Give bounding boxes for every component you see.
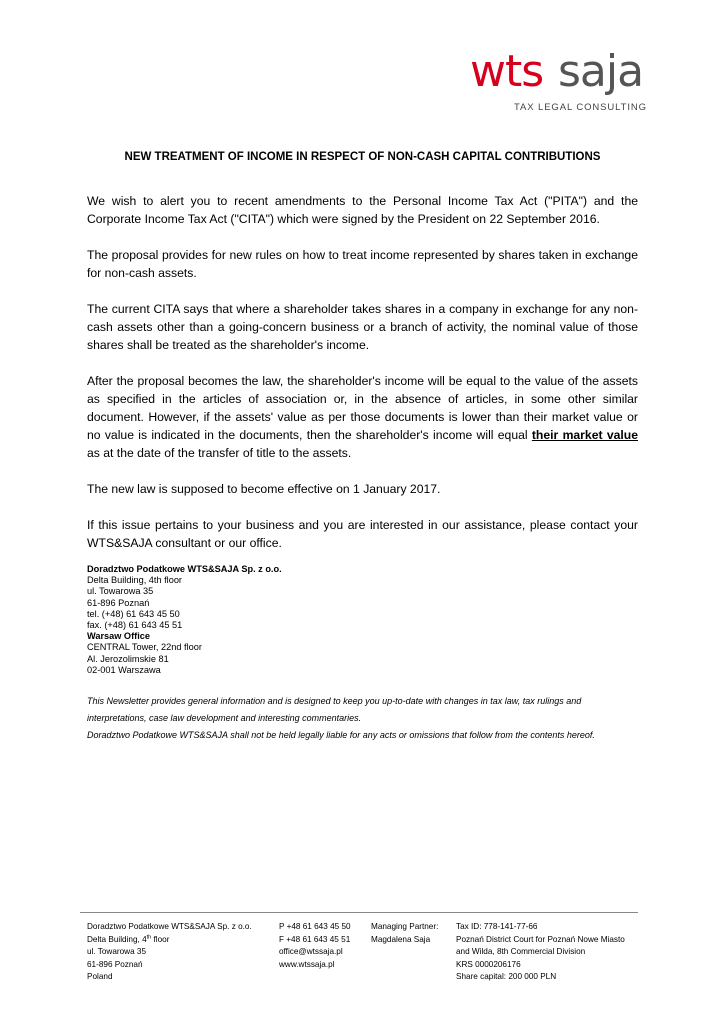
footer-krs: KRS 0000206176 (456, 959, 521, 969)
footer-building-floor: floor (151, 934, 170, 944)
paragraph-4-text-end: as at the date of the transfer of title to the assets. (87, 446, 352, 460)
disclaimer-line-1: This Newsletter provides general information and is designed to keep you up-to-date with changes in tax law, tax rulings and (87, 696, 582, 706)
market-value-emphasis: their market value (531, 428, 638, 442)
footer-partner-role: Managing Partner: (371, 922, 439, 931)
warsaw-street: Al. Jerozolimskie 81 (87, 653, 169, 664)
footer-company: Doradztwo Podatkowe WTS&SAJA Sp. z o.o. (87, 922, 252, 931)
paragraph-5: The new law is supposed to become effective on 1 January 2017. (87, 482, 441, 496)
footer-contact-column (279, 921, 351, 971)
footer-street: ul. Towarowa 35 (87, 947, 147, 956)
warsaw-office-heading: Warsaw Office (87, 631, 150, 642)
footer-court-line-1: Poznań District Court for Poznań Nowe Miasto (456, 934, 625, 944)
footer-court-line-2: and Wilda, 8th Commercial Division (456, 947, 586, 956)
document-title: NEW TREATMENT OF INCOME IN RESPECT OF NON-CASH CAPITAL CONTRIBUTIONS (124, 151, 601, 163)
company-logo (470, 46, 647, 116)
paragraph-4 (87, 372, 638, 462)
footer-website-link[interactable]: www.wtssaja.pl (279, 959, 335, 969)
footer-registration-column (456, 921, 625, 984)
footer-partner-name: Magdalena Saja (371, 934, 431, 944)
footer-divider (80, 912, 638, 913)
footer-fax: F +48 61 643 45 51 (279, 934, 351, 944)
paragraph-3: The current CITA says that where a shareholder takes shares in a company in exchange for any non-cash assets other than a going-concern business or a branch of activity, the nominal value of those shares shall be treated as the shareholder's income. (87, 302, 638, 352)
contact-fax: fax. (+48) 61 643 45 51 (87, 620, 183, 631)
disclaimer-line-2: interpretations, case law development and interesting commentaries. (87, 713, 362, 723)
warsaw-building: CENTRAL Tower, 22nd floor (87, 642, 202, 653)
disclaimer-line-3: Doradztwo Podatkowe WTS&SAJA shall not be held legally liable for any acts or omissions that follow from the contents hereof. (87, 730, 595, 740)
paragraph-6: If this issue pertains to your business and you are interested in our assistance, please contact your WTS&SAJA consultant or our office. (87, 518, 638, 550)
contact-company: Doradztwo Podatkowe WTS&SAJA Sp. z o.o. (87, 564, 282, 574)
contact-building: Delta Building, 4th floor (87, 575, 182, 586)
footer-building (87, 934, 252, 947)
footer-company-column (87, 921, 252, 984)
footer-city: 61-896 Poznań (87, 959, 143, 969)
footer-email-link[interactable]: office@wtssaja.pl (279, 947, 343, 956)
logo-saja-text: saja (558, 46, 644, 97)
footer-partner-column (371, 921, 438, 946)
warsaw-city: 02-001 Warszawa (87, 664, 161, 675)
contact-street: ul. Towarowa 35 (87, 586, 154, 597)
footer-country: Poland (87, 972, 113, 981)
document-body (87, 192, 638, 570)
logo-wts-text: wts (470, 46, 544, 97)
footer-tax-id: Tax ID: 778-141-77-66 (456, 922, 538, 931)
paragraph-1: We wish to alert you to recent amendments to the Personal Income Tax Act ("PITA") and the Corporate Income Tax Act ("CITA") which were signed by the President on 22 September 2016. (87, 194, 638, 226)
contact-city: 61-896 Poznań (87, 597, 150, 608)
footer-building-text: Delta Building, 4 (87, 934, 147, 944)
contact-block (87, 564, 487, 676)
footer-phone: P +48 61 643 45 50 (279, 922, 351, 931)
contact-tel: tel. (+48) 61 643 45 50 (87, 608, 180, 619)
paragraph-4-text-start: After the proposal becomes the law, the shareholder's income will be equal to the value of the assets as specified in the articles of association or, in the absence of articles, in some other similar document. However, if the assets' value as per those documents is lower than their market value or no value is indicated in the documents, then the shareholder's income will equal (87, 374, 638, 442)
footer-building-sup: th (146, 933, 152, 940)
logo-tagline: TAX LEGAL CONSULTING (514, 102, 647, 113)
disclaimer (87, 693, 638, 744)
paragraph-2: The proposal provides for new rules on how to treat income represented by shares taken in exchange for non-cash assets. (87, 248, 638, 280)
footer-share-capital: Share capital: 200 000 PLN (456, 972, 557, 981)
